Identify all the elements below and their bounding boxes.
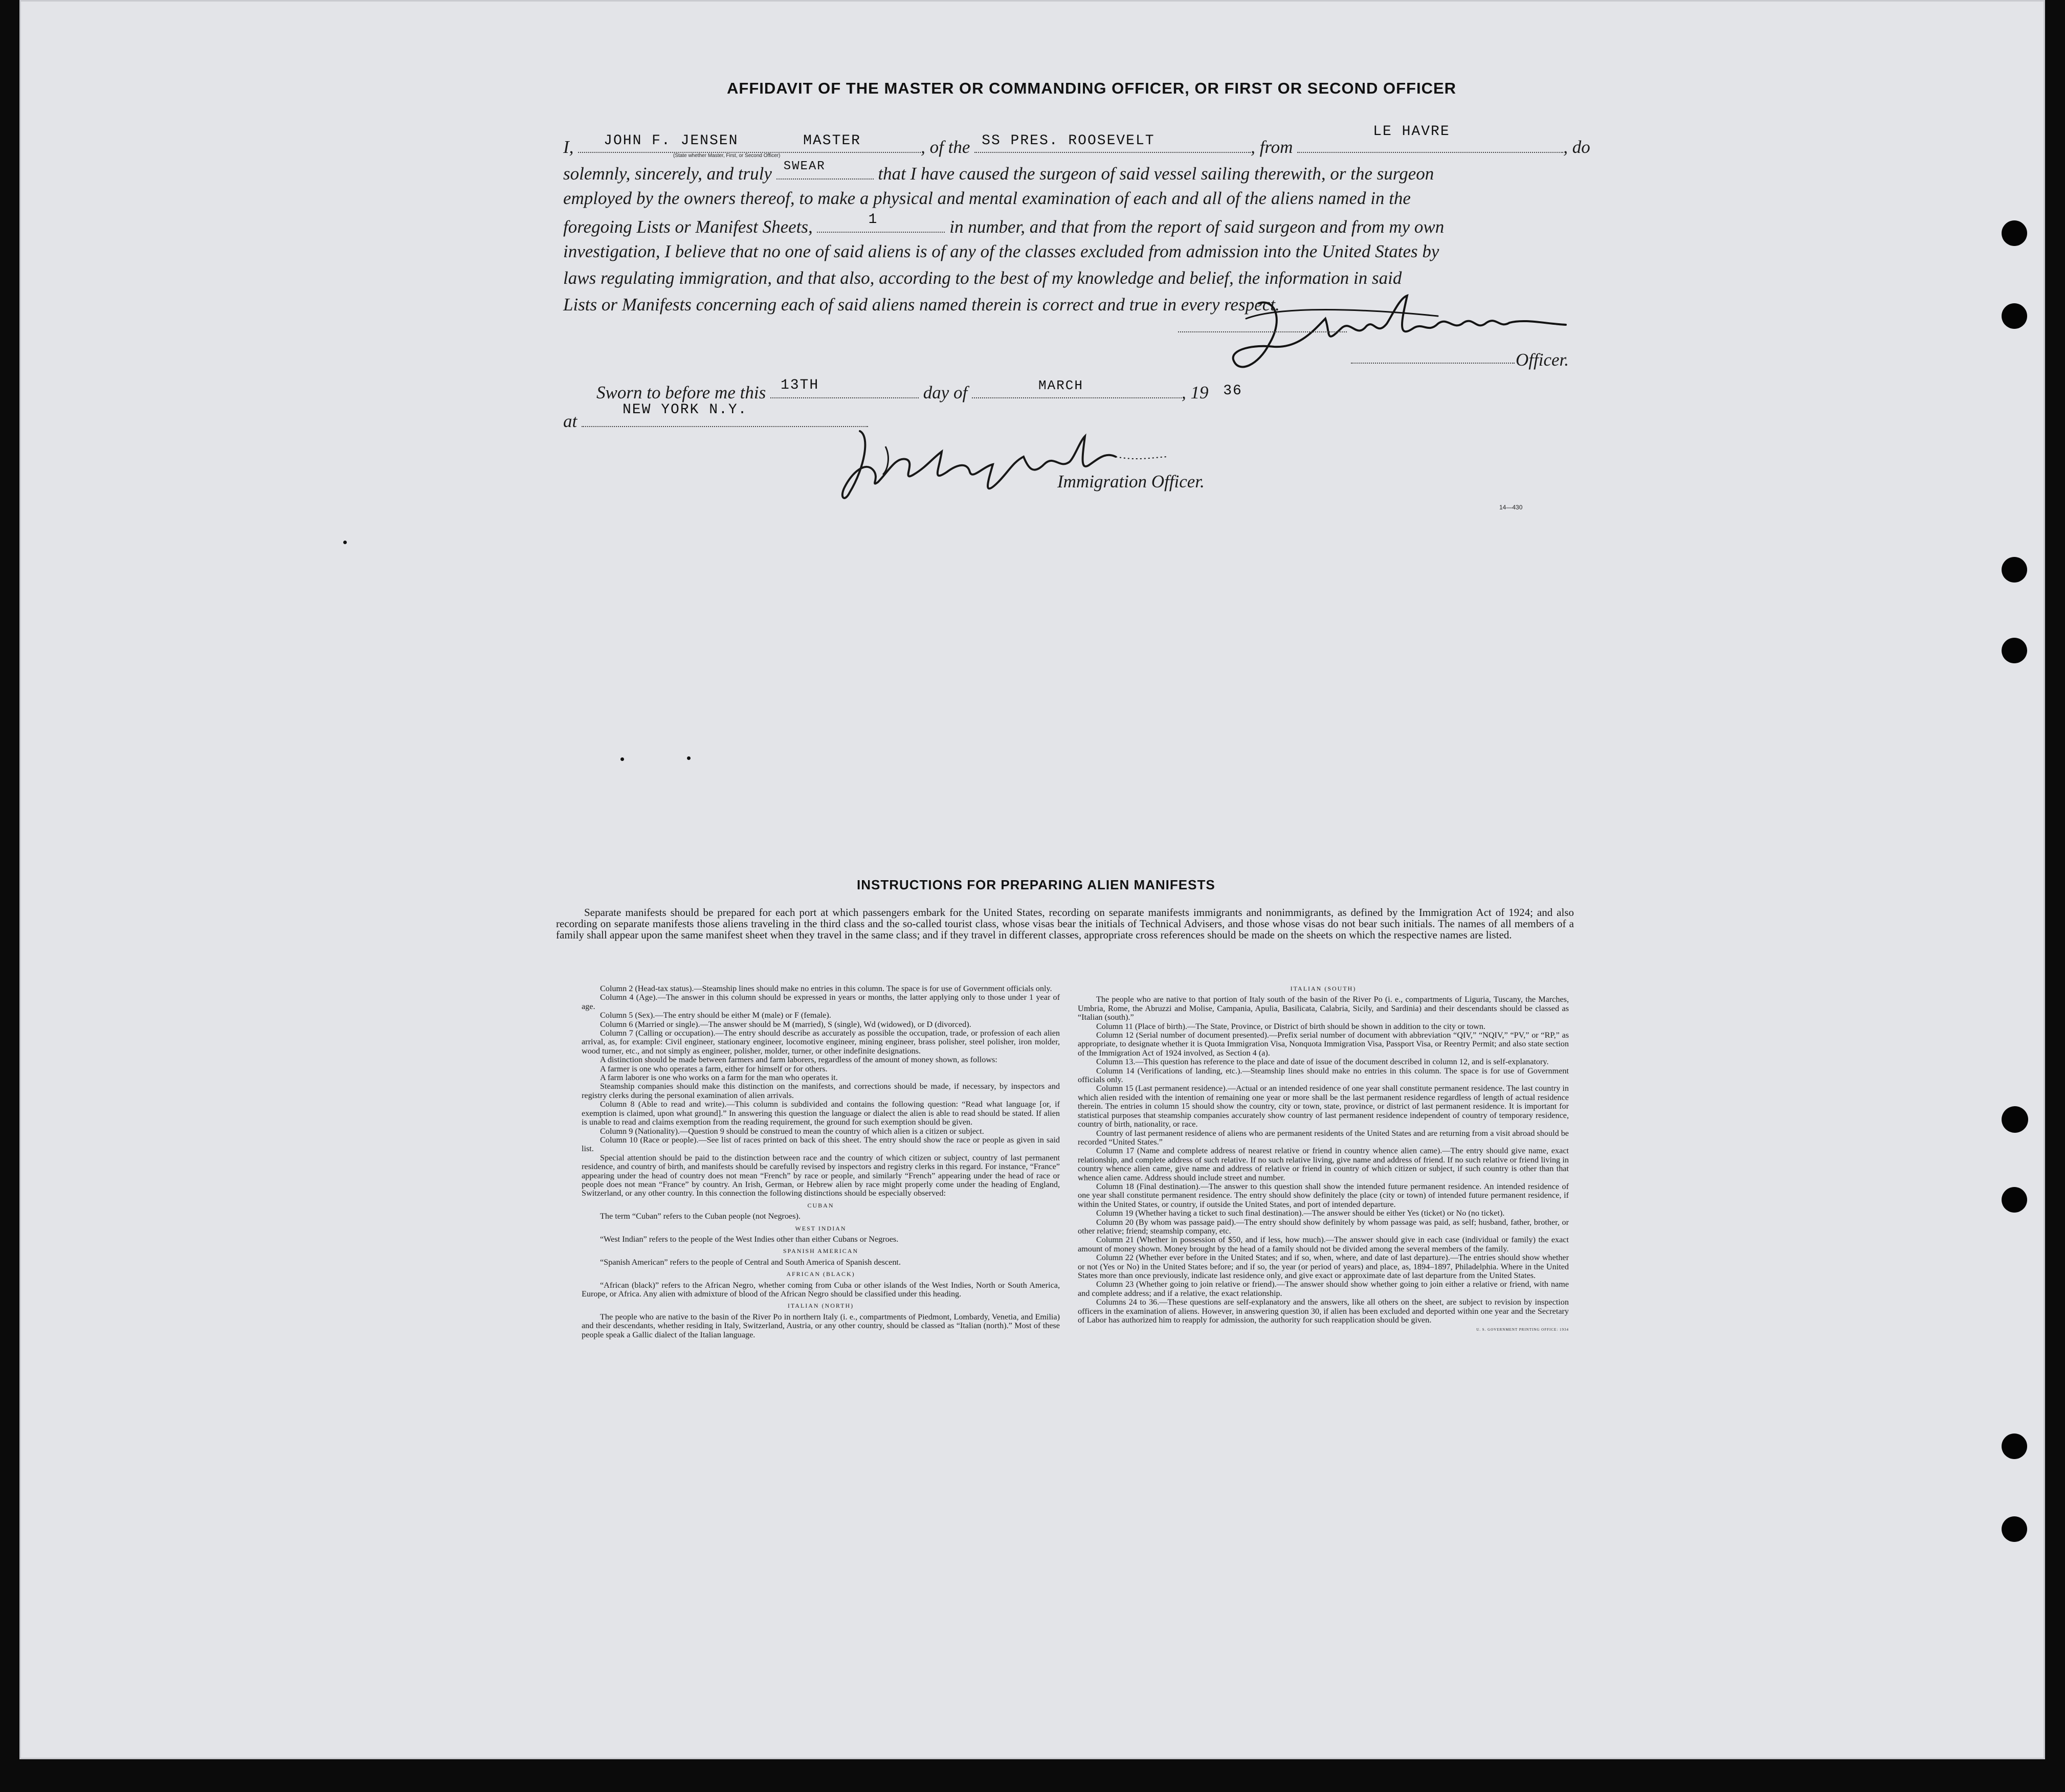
sworn-month: MARCH bbox=[1038, 378, 1083, 393]
instruction-para: Country of last permanent residence of aliens who are permanent residents of the United States and are returning from a visit abroad should be recorded “United States.” bbox=[1078, 1128, 1569, 1147]
instructions-title: INSTRUCTIONS FOR PREPARING ALIEN MANIFESTS bbox=[857, 877, 1215, 892]
instruction-para: A distinction should be made between farmers and farm laborers, regardless of the amount of money shown, as follows: bbox=[600, 1055, 997, 1065]
instruction-para: Column 15 (Last permanent residence).—Actual or an intended residence of one year shall constitute permanent residence. The last country in which alien resided with the intention of remaining one year or more shall be the last permanent residence regardless of length of actual residence therein. The entries in column 15 should show the country, city or town, state, province, or district of last permanent residence. It is important for statistical purposes that steamship companies accurately show country of last permanent residence independent of country of temporary residence, country of birth, nationality, or race. bbox=[1078, 1084, 1569, 1129]
immigration-officer-signature bbox=[829, 421, 1187, 508]
of-the-text: , of the bbox=[921, 137, 970, 157]
line4-start: foregoing Lists or Manifest Sheets, bbox=[563, 217, 813, 237]
instruction-para: Columns 24 to 36.—These questions are self-explanatory and the answers, like all others on the sheet, are subject to revision by inspection officers in the examination of aliens. However, in answering question 30, if alien has been excluded and deported within one year and the Secretary of Labor has authorized him to reapply for admission, the authority for such reapplication should be given. bbox=[1078, 1297, 1569, 1325]
instruction-para: A farmer is one who operates a farm, either for himself or for others. bbox=[600, 1064, 828, 1073]
punch-hole bbox=[2002, 638, 2027, 663]
officer-name-field bbox=[578, 133, 921, 153]
instruction-para: Column 14 (Verifications of landing, etc.).—Steamship lines should make no entries in this column. The space is for use of Government officials only. bbox=[1078, 1066, 1569, 1085]
punch-hole bbox=[2002, 1516, 2027, 1542]
signature-line bbox=[1351, 363, 1515, 364]
instruction-para: Column 11 (Place of birth).—The State, Province, or District of birth should be shown in addition to the city or town. bbox=[1096, 1021, 1485, 1031]
from-text: , from bbox=[1251, 137, 1293, 157]
manifest-sheet bbox=[19, 0, 2045, 1759]
instruction-para: Column 18 (Final destination).—The answer to this question shall show the intended future permanent residence. An intended residence of one year shall constitute permanent residence. The entry should show definitely the place (city or town) of intended future permanent residence, if within the United States, or country, if outside the United States, and port of intended departure. bbox=[1078, 1181, 1569, 1209]
instruction-para: Column 21 (Whether in possession of $50, and if less, how much).—The answer should give in each case (individual or family) the exact amount of money shown. Money brought by the head of a family should not be divided among the several members of the family. bbox=[1078, 1235, 1569, 1253]
day-of-text: day of bbox=[923, 383, 968, 402]
instruction-para: “African (black)” refers to the African Negro, whether coming from Cuba or other islands of the West Indies, North or South America, Europe, or Africa. Any alien with admixture of blood of the African Negro should be classified under this heading. bbox=[582, 1280, 1060, 1298]
instruction-para: Column 6 (Married or single).—The answer should be M (married), S (single), Wd (widowed), or D (divorced). bbox=[600, 1019, 971, 1029]
instruction-para: Column 13.—This question has reference to the place and date of issue of the document described in column 12, and is self-explanatory. bbox=[1096, 1057, 1549, 1067]
instruction-para: Steamship companies should make this distinction on the manifests, and corrections should be made, if necessary, by inspectors and registry clerks during the personal examination of alien arrivals. bbox=[582, 1082, 1060, 1100]
port-field bbox=[1297, 124, 1563, 153]
punch-hole bbox=[2002, 220, 2027, 246]
sworn-day: 13TH bbox=[780, 377, 819, 393]
punch-hole bbox=[2002, 1187, 2027, 1213]
affidavit-line-5: investigation, I believe that no one of said aliens is of any of the classes excluded from admission into the United States by bbox=[563, 241, 1439, 261]
line4-end: in number, and that from the report of said surgeon and from my own bbox=[949, 217, 1445, 237]
instructions-right-column bbox=[1078, 984, 1569, 1335]
vessel-field bbox=[974, 133, 1251, 153]
vessel-name: SS PRES. ROOSEVELT bbox=[982, 133, 1155, 149]
at-text: at bbox=[563, 411, 578, 431]
rank-note: (State whether Master, First, or Second Officer) bbox=[673, 153, 781, 159]
port-name: LE HAVRE bbox=[1373, 124, 1450, 140]
instruction-para: “West Indian” refers to the people of the West Indies other than either Cubans or Negroes. bbox=[600, 1234, 899, 1244]
instruction-para: Column 9 (Nationality).—Question 9 should be construed to mean the country of which alien is a citizen or subject. bbox=[600, 1126, 984, 1136]
sheets-count-field bbox=[817, 214, 945, 233]
punch-hole bbox=[2002, 557, 2027, 583]
punch-hole bbox=[2002, 1106, 2028, 1133]
sheets-count: 1 bbox=[868, 212, 878, 228]
line2-end: that I have caused the surgeon of said vessel sailing therewith, or the surgeon bbox=[878, 164, 1434, 184]
sworn-year: 36 bbox=[1223, 383, 1242, 399]
form-number: 14—430 bbox=[1499, 504, 1523, 511]
place-name: NEW YORK N.Y. bbox=[622, 402, 748, 418]
instruction-para: Column 10 (Race or people).—See list of races printed on back of this sheet. The entry should show the race or people as given in said list. bbox=[582, 1135, 1060, 1154]
sworn-day-field bbox=[770, 377, 919, 398]
instruction-para: Column 2 (Head-tax status).—Steamship lines should make no entries in this column. The space is for use of Government officials only. bbox=[600, 984, 1052, 993]
speck bbox=[620, 757, 624, 761]
section-heading-italian-north: ITALIAN (NORTH) bbox=[787, 1302, 854, 1310]
year-prefix: , 19 bbox=[1181, 383, 1209, 402]
instruction-para: The people who are native to the basin of the River Po in northern Italy (i. e., compartments of Piedmont, Lombardy, Venetia, and Emilia) and their descendants, whether residing in Italy, Switzerland, Austria, or any other country, should be classed as “Italian (north).” Most of these people speak a Gallic dialect of the Italian language. bbox=[582, 1312, 1060, 1339]
instructions-left-column bbox=[582, 984, 1060, 1339]
immigration-officer-label: Immigration Officer. bbox=[1057, 472, 1205, 491]
instruction-para: Column 19 (Whether having a ticket to such final destination).—The answer should be either Yes (ticket) or No (no ticket). bbox=[1096, 1208, 1505, 1218]
printer-imprint: U. S. GOVERNMENT PRINTING OFFICE: 1934 bbox=[1476, 1328, 1569, 1332]
intro-paragraph: Separate manifests should be prepared for each port at which passengers embark for the United States, recording on separate manifests immigrants and nonimmigrants, as defined by the Immigration Act of 1924; and also recording on separate manifests those aliens traveling in the third class and the so-called tourist class, whose visas bear the initials of Technical Advisers, and those whose visas do not bear such initials. The names of all members of a family shall appear upon the same manifest sheet when they travel in the same class; and if they travel in different classes, appropriate cross references should be made on the sheets on which the respective names are listed. bbox=[556, 906, 1574, 941]
do-text: , do bbox=[1563, 137, 1590, 157]
officer-rank: MASTER bbox=[803, 133, 861, 149]
sworn-month-field bbox=[972, 380, 1182, 398]
speck bbox=[343, 541, 347, 544]
affidavit-line-7: Lists or Manifests concerning each of said aliens named therein is correct and true in every respect. bbox=[563, 295, 1280, 315]
instruction-para: “Spanish American” refers to the people of Central and South America of Spanish descent. bbox=[600, 1257, 901, 1267]
instruction-para: Column 8 (Able to read and write).—This column is subdivided and contains the following question: “Read what language [or, if exemption is claimed, upon what ground].” In answering this question the language or dialect the alien is able to read should be stated. If alien is unable to read and claims exemption from the reading requirement, the ground for such exemption should be given. bbox=[582, 1100, 1060, 1127]
signature-line-upper bbox=[1178, 331, 1347, 332]
line2-start: solemnly, sincerely, and truly bbox=[563, 164, 772, 184]
affidavit-title: AFFIDAVIT OF THE MASTER OR COMMANDING OFFICER, OR FIRST OR SECOND OFFICER bbox=[727, 79, 1457, 97]
punch-hole bbox=[2002, 303, 2027, 329]
instruction-para: Column 5 (Sex).—The entry should be either M (male) or F (female). bbox=[600, 1011, 831, 1020]
affidavit-line-4 bbox=[563, 214, 1444, 238]
instruction-para: Column 7 (Calling or occupation).—The entry should describe as accurately as possible the occupation, trade, or profession of each alien arrival, as, for example: Civil engineer, stationary engineer, locomotive engineer, mining engineer, brass polisher, steel polisher, iron molder, wood turner, etc., and not simply as engineer, polisher, molder, turner, or other indefinite designations. bbox=[582, 1028, 1060, 1056]
affidavit-line-2 bbox=[563, 161, 1434, 185]
instruction-para: Column 12 (Serial number of document presented).—Prefix serial number of document with abbreviation “QIV,” “NQIV,” “PV,” or “RP,” as appropriate, to designate whether it is Quota Immigration Visa, Nonquota Immigration Visa, Passport Visa, or Reentry Permit; and also state section of the Immigration Act of 1924 involved, as Section 4 (a). bbox=[1078, 1031, 1569, 1058]
officer-label: Officer. bbox=[1516, 350, 1569, 370]
oath-field bbox=[776, 161, 874, 180]
instruction-para: Special attention should be paid to the distinction between race and the country of which citizen or subject, country of last permanent residence, and country of birth, and manifests should be carefully revised by inspectors and registry clerks in this regard. For instance, “France” appearing under the head of country does not mean “French” by race or people, and similarly “French” appearing under the head of race or people does not mean “France” by country. An Irish, German, or Hebrew alien by race might properly come under the heading of England, Switzerland, or any other country. In this connection the following distinctions should be especially observed: bbox=[582, 1153, 1060, 1198]
instruction-para: A farm laborer is one who works on a farm for the man who operates it. bbox=[600, 1073, 838, 1083]
section-heading-spanish-american: SPANISH AMERICAN bbox=[783, 1247, 859, 1255]
punch-hole bbox=[2002, 1433, 2027, 1459]
affidavit-line-6: laws regulating immigration, and that also, according to the best of my knowledge and belief, the information in said bbox=[563, 268, 1402, 288]
instruction-para: Column 4 (Age).—The answer in this column should be expressed in years or months, the latter applying only to those under 1 year of age. bbox=[582, 993, 1060, 1011]
section-heading-italian-south: ITALIAN (SOUTH) bbox=[1290, 985, 1357, 992]
instruction-para: Column 20 (By whom was passage paid).—The entry should show definitely by whom passage was paid, as self; husband, father, brother, or other relative; friend; steamship company, etc. bbox=[1078, 1217, 1569, 1236]
affidavit-i: I, bbox=[563, 137, 574, 157]
instruction-para: Column 22 (Whether ever before in the United States; and if so, when, where, and date of last departure).—The entries should show whether or not (Yes or No) in the United States before; and if so, the year (or period of years) and place, as, 1894–1897, Philadelphia. Where in the United States more than once previously, indicate last residence only, and give exact or approximate date of last departure from the United States. bbox=[1078, 1253, 1569, 1280]
section-heading-west-indian: WEST INDIAN bbox=[795, 1224, 847, 1232]
speck bbox=[687, 756, 691, 760]
instruction-para: The people who are native to that portion of Italy south of the basin of the River Po (i. e., compartments of Liguria, Tuscany, the Marches, Umbria, Rome, the Abruzzi and Molise, Campania, Apulia, Basilicata, Calabria, Sicily, and Sardinia) and their descendants should be classed as “Italian (south).” bbox=[1078, 995, 1569, 1022]
instructions-intro bbox=[556, 907, 1574, 940]
instruction-para: Column 23 (Whether going to join relative or friend).—The answer should show whether going to join either a relative or friend, with name and complete address; and if a relative, the exact relationship. bbox=[1078, 1280, 1569, 1298]
instruction-para: The term “Cuban” refers to the Cuban people (not Negroes). bbox=[600, 1212, 801, 1221]
affidavit-line-3: employed by the owners thereof, to make a physical and mental examination of each and all of the aliens named in the bbox=[563, 188, 1411, 208]
oath-word: SWEAR bbox=[783, 160, 826, 173]
officer-name: JOHN F. JENSEN bbox=[604, 133, 739, 149]
section-heading-cuban: CUBAN bbox=[807, 1201, 834, 1209]
place-field bbox=[582, 402, 868, 427]
instruction-para: Column 17 (Name and complete address of nearest relative or friend in country whence alien came).—The entry should give name, exact relationship, and complete address of such relative. If no such relative living, give name and address of friend. If no such relative or friend living in country whence alien came, give name and address of relative or friend in country of which citizen or subject, if such country is other than that whence alien came. Address should include street and number. bbox=[1078, 1146, 1569, 1182]
place-line bbox=[563, 402, 868, 432]
section-heading-african: AFRICAN (BLACK) bbox=[786, 1270, 855, 1278]
sworn-text: Sworn to before me this bbox=[596, 383, 766, 402]
